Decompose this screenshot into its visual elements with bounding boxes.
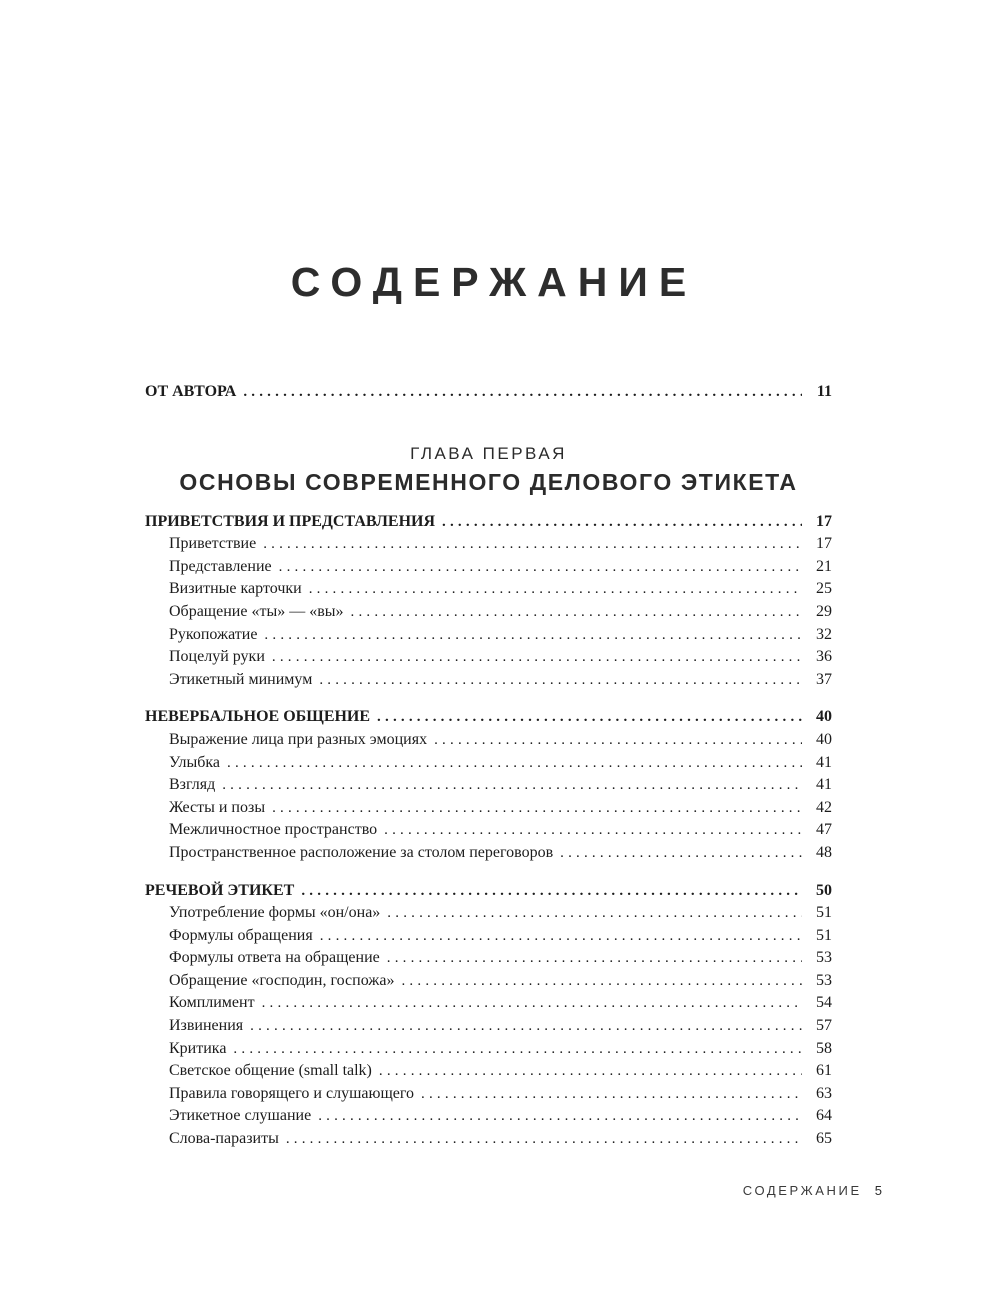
toc-entry-title: Формулы обращения [169, 926, 313, 944]
toc-entry-title: Межличностное пространство [169, 821, 378, 839]
toc-entry-title: РЕЧЕВОЙ ЭТИКЕТ [145, 881, 295, 899]
toc-entry-title: Представление [169, 557, 272, 575]
toc-sections [145, 511, 832, 1151]
toc-entry [145, 706, 832, 729]
toc-entry-title: Слова-паразиты [169, 1130, 279, 1148]
toc-entry-page: 57 [816, 1017, 832, 1035]
toc-entry-page: 41 [816, 753, 832, 771]
toc-entry [145, 1015, 832, 1038]
page-title: СОДЕРЖАНИЕ [290, 259, 698, 305]
dot-leader [320, 925, 802, 948]
dot-leader [301, 880, 802, 903]
toc-entry [145, 646, 832, 669]
toc-entry [145, 947, 832, 970]
toc-entry-title: Обращение «ты» — «вы» [169, 602, 344, 620]
toc-entry [145, 774, 832, 797]
dot-leader [421, 1083, 802, 1106]
toc-entry [145, 1060, 832, 1083]
dot-leader [227, 752, 802, 775]
dot-leader [272, 646, 802, 669]
dot-leader [377, 706, 802, 729]
dot-leader [250, 1015, 802, 1038]
toc-entry-page: 21 [816, 557, 832, 575]
dot-leader [264, 624, 802, 647]
footer-running-title: СОДЕРЖАНИЕ [742, 1183, 862, 1198]
dot-leader [286, 1128, 802, 1151]
dot-leader [272, 797, 802, 820]
toc-entry [145, 556, 832, 579]
toc-entry [145, 842, 832, 865]
dot-leader [319, 669, 802, 692]
toc-entry-page: 53 [816, 949, 832, 967]
dot-leader [262, 992, 802, 1015]
toc-entry-page: 50 [816, 881, 832, 899]
toc-entry-page: 54 [816, 994, 832, 1012]
toc-entry [145, 880, 832, 903]
toc-entry-title: Формулы ответа на обращение [169, 949, 380, 967]
toc-entry-title: Поцелуй руки [169, 648, 265, 666]
toc-entry [145, 992, 832, 1015]
toc-entry-page: 17 [816, 512, 832, 530]
dot-leader [434, 729, 802, 752]
toc-entry-title: Извинения [169, 1017, 244, 1035]
toc-entry-page: 51 [816, 904, 832, 922]
front-matter-list [145, 381, 832, 404]
dot-leader [560, 842, 802, 865]
toc-entry-title: Этикетное слушание [169, 1107, 312, 1125]
toc-entry-page: 48 [816, 843, 832, 861]
toc-entry-page: 64 [816, 1107, 832, 1125]
dot-leader [379, 1060, 802, 1083]
dot-leader [442, 511, 802, 534]
dot-leader [401, 970, 802, 993]
toc-entry-page: 51 [816, 926, 832, 944]
toc-entry-page: 41 [816, 776, 832, 794]
dot-leader [384, 819, 802, 842]
dot-leader [387, 947, 802, 970]
toc-entry [145, 624, 832, 647]
page-footer [743, 1183, 882, 1198]
dot-leader [387, 902, 802, 925]
toc-entry [145, 381, 832, 404]
toc-entry-title: Выражение лица при разных эмоциях [169, 730, 428, 748]
dot-leader [243, 381, 802, 404]
dot-leader [318, 1105, 802, 1128]
toc-entry [145, 578, 832, 601]
toc-entry [145, 925, 832, 948]
dot-leader [309, 578, 802, 601]
toc-entry [145, 1128, 832, 1151]
chapter-title: ОСНОВЫ СОВРЕМЕННОГО ДЕЛОВОГО ЭТИКЕТА [179, 468, 798, 495]
toc-section [145, 511, 832, 692]
toc-entry-title: Улыбка [169, 753, 221, 771]
toc-entry [145, 752, 832, 775]
toc-entry [145, 1038, 832, 1061]
toc-entry [145, 729, 832, 752]
footer-page-number: 5 [874, 1183, 882, 1198]
toc-entry [145, 1083, 832, 1106]
toc-entry [145, 970, 832, 993]
toc-entry-title: Взгляд [169, 776, 216, 794]
dot-leader [263, 533, 802, 556]
toc-entry-title: ОТ АВТОРА [145, 383, 237, 400]
toc-entry-title: Употребление формы «он/она» [169, 904, 381, 922]
toc-entry-title: Визитные карточки [169, 580, 302, 598]
toc-section [145, 706, 832, 864]
toc-entry [145, 902, 832, 925]
toc-entry-page: 58 [816, 1039, 832, 1057]
toc-entry-title: Этикетный минимум [169, 670, 313, 688]
toc-entry-page: 63 [816, 1084, 832, 1102]
toc-entry-title: Приветствие [169, 535, 257, 553]
toc-entry-page: 40 [816, 730, 832, 748]
toc-entry-title: Обращение «господин, госпожа» [169, 971, 395, 989]
toc-entry-page: 17 [816, 535, 832, 553]
toc-entry-title: Пространственное расположение за столом переговоров [169, 843, 554, 861]
toc-entry [145, 511, 832, 534]
toc-entry-page: 61 [816, 1062, 832, 1080]
toc-section [145, 880, 832, 1151]
toc-entry-page: 37 [816, 670, 832, 688]
toc-entry-page: 29 [816, 602, 832, 620]
toc-entry-page: 25 [816, 580, 832, 598]
toc-entry-title: НЕВЕРБАЛЬНОЕ ОБЩЕНИЕ [145, 708, 371, 726]
toc-entry-page: 42 [816, 798, 832, 816]
toc-entry-page: 53 [816, 971, 832, 989]
toc-entry-title: Правила говорящего и слушающего [169, 1084, 415, 1102]
toc-entry-title: Рукопожатие [169, 625, 258, 643]
toc-entry-page: 47 [816, 821, 832, 839]
dot-leader [233, 1038, 802, 1061]
toc-entry-title: Комплимент [169, 994, 255, 1012]
dot-leader [279, 556, 802, 579]
dot-leader [222, 774, 802, 797]
toc-entry-page: 11 [816, 383, 832, 400]
toc-entry-title: Критика [169, 1039, 227, 1057]
toc-entry-page: 65 [816, 1130, 832, 1148]
toc-entry [145, 669, 832, 692]
dot-leader [351, 601, 803, 624]
toc-entry-title: Жесты и позы [169, 798, 266, 816]
toc-entry-page: 40 [816, 708, 832, 726]
toc-entry-page: 32 [816, 625, 832, 643]
chapter-kicker: ГЛАВА ПЕРВАЯ [410, 443, 567, 463]
toc-entry-title: Светское общение (small talk) [169, 1062, 372, 1080]
chapter-heading [145, 444, 832, 496]
toc-entry-title: ПРИВЕТСТВИЯ И ПРЕДСТАВЛЕНИЯ [145, 512, 436, 530]
toc-entry [145, 533, 832, 556]
toc-entry-page: 36 [816, 648, 832, 666]
toc-entry [145, 797, 832, 820]
toc-entry [145, 819, 832, 842]
toc-entry [145, 601, 832, 624]
toc-entry [145, 1105, 832, 1128]
